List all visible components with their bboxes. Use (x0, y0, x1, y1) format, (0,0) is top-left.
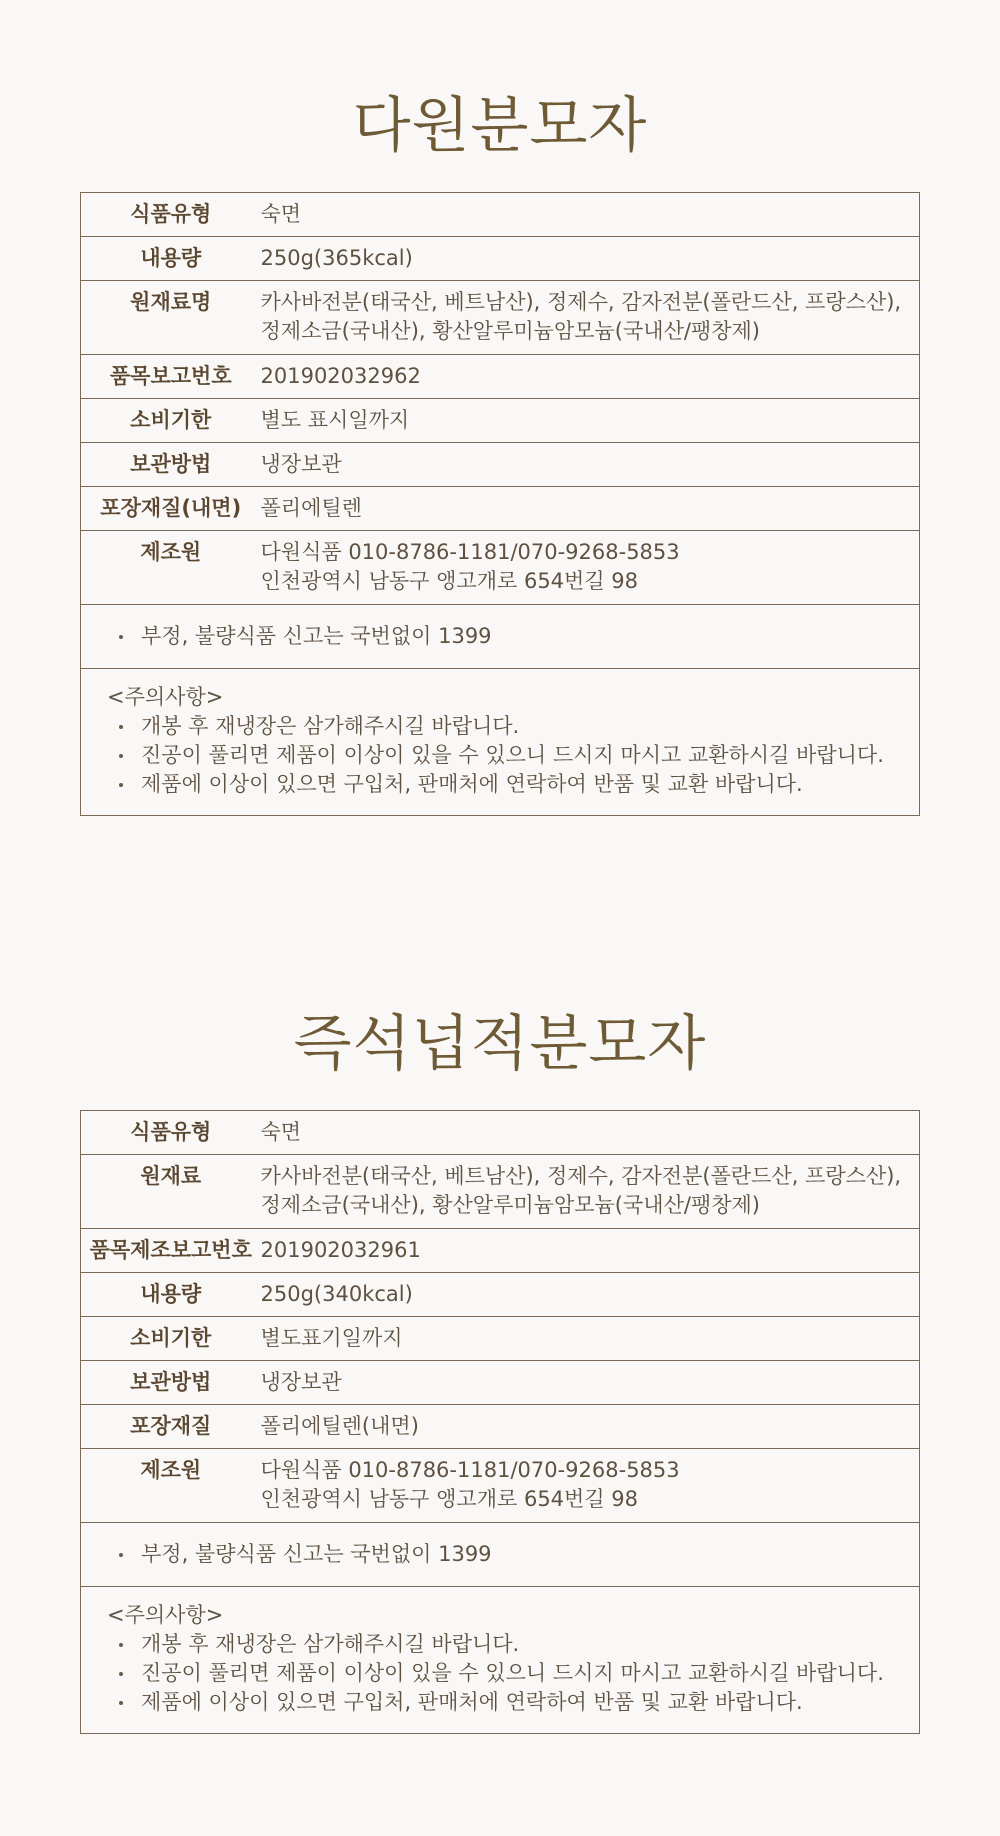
list-item: 진공이 풀리면 제품이 이상이 있을 수 있으니 드시지 마시고 교환하시길 바랍니다. (107, 1659, 893, 1688)
caution-list (107, 1630, 893, 1717)
row-value: 냉장보관 (261, 443, 920, 487)
table-row (81, 1111, 920, 1155)
row-label: 내용량 (81, 1273, 261, 1317)
table-row (81, 281, 920, 355)
row-value: 폴리에틸렌 (261, 487, 920, 531)
table-row (81, 487, 920, 531)
row-value: 냉장보관 (261, 1361, 920, 1405)
list-item: 제품에 이상이 있으면 구입처, 판매처에 연락하여 반품 및 교환 바랍니다. (107, 770, 893, 799)
notice-row (81, 1523, 920, 1587)
caution-heading: <주의사항> (107, 1603, 224, 1627)
row-label: 원재료 (81, 1155, 261, 1229)
row-label: 식품유형 (81, 1111, 261, 1155)
table-row (81, 1229, 920, 1273)
row-label: 제조원 (81, 1449, 261, 1523)
row-value: 250g(365kcal) (261, 237, 920, 281)
row-value: 다원식품 010-8786-1181/070-9268-5853 인천광역시 남동구 앵고개로 654번길 98 (261, 1449, 920, 1523)
row-label: 소비기한 (81, 1317, 261, 1361)
row-label: 포장재질(내면) (81, 487, 261, 531)
caution-row (81, 669, 920, 816)
row-label: 보관방법 (81, 1361, 261, 1405)
table-row (81, 1361, 920, 1405)
row-label: 소비기한 (81, 399, 261, 443)
caution-heading: <주의사항> (107, 685, 224, 709)
row-value: 숙면 (261, 1111, 920, 1155)
table-row (81, 443, 920, 487)
row-label: 품목제조보고번호 (81, 1229, 261, 1273)
table-row (81, 355, 920, 399)
product-section-dawon (80, 78, 920, 816)
list-item: 진공이 풀리면 제품이 이상이 있을 수 있으니 드시지 마시고 교환하시길 바랍니다. (107, 741, 893, 770)
row-value: 201902032961 (261, 1229, 920, 1273)
row-label: 제조원 (81, 531, 261, 605)
notice-text: 부정, 불량식품 신고는 국번없이 1399 (107, 622, 893, 651)
row-value: 다원식품 010-8786-1181/070-9268-5853 인천광역시 남동구 앵고개로 654번길 98 (261, 531, 920, 605)
list-item: 개봉 후 재냉장은 삼가해주시길 바랍니다. (107, 712, 893, 741)
list-item: 제품에 이상이 있으면 구입처, 판매처에 연락하여 반품 및 교환 바랍니다. (107, 1688, 893, 1717)
row-value: 별도 표시일까지 (261, 399, 920, 443)
product-title: 즉석넙적분모자 (293, 1009, 707, 1079)
row-label: 식품유형 (81, 193, 261, 237)
table-row (81, 237, 920, 281)
table-row (81, 193, 920, 237)
row-value: 숙면 (261, 193, 920, 237)
table-row (81, 1155, 920, 1229)
row-value: 250g(340kcal) (261, 1273, 920, 1317)
row-label: 포장재질 (81, 1405, 261, 1449)
row-value: 별도표기일까지 (261, 1317, 920, 1361)
caution-list (107, 712, 893, 799)
row-value: 폴리에틸렌(내면) (261, 1405, 920, 1449)
notice-row (81, 605, 920, 669)
table-row (81, 1317, 920, 1361)
row-value: 카사바전분(태국산, 베트남산), 정제수, 감자전분(폴란드산, 프랑스산), 정제소금(국내산), 황산알루미늄암모늄(국내산/팽창제) (261, 1155, 920, 1229)
product-section-instant (80, 996, 920, 1734)
notice-text: 부정, 불량식품 신고는 국번없이 1399 (107, 1540, 893, 1569)
row-value: 카사바전분(태국산, 베트남산), 정제수, 감자전분(폴란드산, 프랑스산), 정제소금(국내산), 황산알루미늄암모늄(국내산/팽창제) (261, 281, 920, 355)
list-item: 개봉 후 재냉장은 삼가해주시길 바랍니다. (107, 1630, 893, 1659)
row-label: 내용량 (81, 237, 261, 281)
table-row (81, 399, 920, 443)
caution-row (81, 1587, 920, 1734)
table-row (81, 1405, 920, 1449)
table-row (81, 1273, 920, 1317)
row-value: 201902032962 (261, 355, 920, 399)
row-label: 원재료명 (81, 281, 261, 355)
spec-table (80, 192, 920, 816)
row-label: 품목보고번호 (81, 355, 261, 399)
table-row (81, 1449, 920, 1523)
row-label: 보관방법 (81, 443, 261, 487)
table-row (81, 531, 920, 605)
spec-table (80, 1110, 920, 1734)
product-title: 다원분모자 (352, 91, 648, 161)
